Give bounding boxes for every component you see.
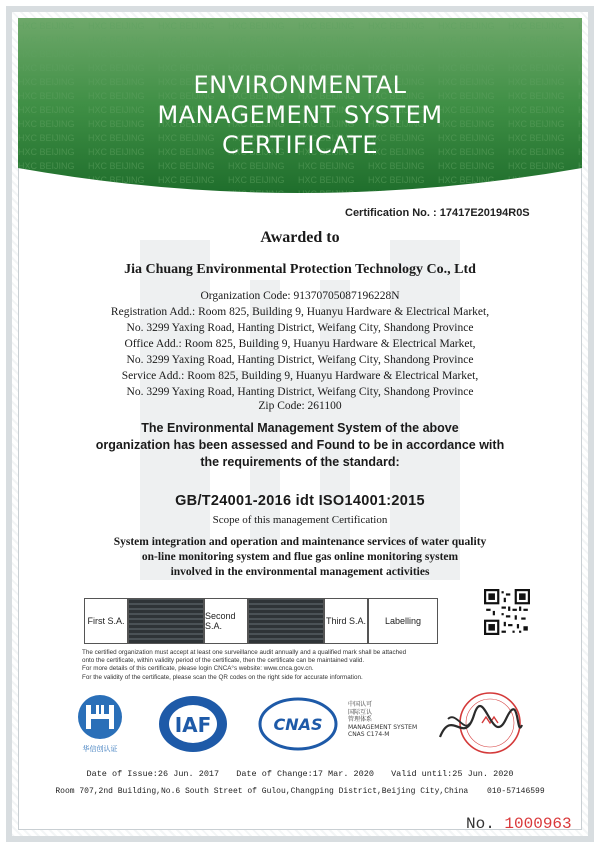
second-sa-label: Second S.A. bbox=[204, 598, 248, 644]
fine-print bbox=[82, 649, 532, 682]
date-of-change: Date of Change:17 Mar. 2020 bbox=[236, 769, 374, 779]
issuer-address-line bbox=[0, 787, 600, 796]
statement-line-2: organization has been assessed and Found to be in accordance with bbox=[95, 438, 505, 452]
cnas-text: CNAS bbox=[273, 715, 323, 734]
scope-line-2: on-line monitoring system and flue gas online monitoring system bbox=[141, 551, 459, 563]
title-line-1: ENVIRONMENTAL bbox=[193, 71, 407, 99]
scope-line-1: System integration and operation and maintenance services of water quality bbox=[113, 536, 487, 548]
certification-number-label: Certification No. : bbox=[345, 207, 437, 219]
serial-label: No. bbox=[466, 815, 495, 833]
registration-address-line-1: Registration Add.: Room 825, Building 9, Huanyu Hardware & Electrical Market, bbox=[110, 306, 490, 318]
certification-number-value: 17417E20194R0S bbox=[439, 207, 530, 219]
serial-value: 1000963 bbox=[504, 815, 572, 833]
fine-print-line-4: For the validity of the certificate, please scan the QR codes on the right side for accurate information. bbox=[82, 673, 363, 681]
certification-number bbox=[345, 207, 530, 219]
standard-reference: GB/T24001-2016 idt ISO14001:2015 bbox=[175, 493, 425, 509]
service-address-line-2: No. 3299 Yaxing Road, Hanting District, Weifang City, Shandong Province bbox=[126, 386, 474, 398]
third-sa-label: Third S.A. bbox=[324, 598, 368, 644]
first-sa-stamp bbox=[128, 598, 204, 644]
hxc-logo-icon bbox=[72, 693, 128, 755]
cnas-line-3: 管理体系 bbox=[348, 716, 373, 723]
scope-line-3: involved in the environmental management activities bbox=[170, 566, 430, 578]
cnas-line-5: CNAS C174-M bbox=[348, 731, 390, 738]
company-name: Jia Chuang Environmental Protection Technology Co., Ltd bbox=[124, 262, 476, 277]
fine-print-line-3: For more details of this certificate, please login CNCA°s website: www.cnca.gov.cn. bbox=[82, 665, 314, 673]
service-address-line-1: Service Add.: Room 825, Building 9, Huanyu Hardware & Electrical Market, bbox=[121, 370, 479, 382]
cnas-mark-text bbox=[348, 701, 417, 739]
accreditation-logos bbox=[72, 693, 532, 755]
serial-number bbox=[466, 815, 572, 833]
title-line-2: MANAGEMENT SYSTEM bbox=[157, 101, 443, 129]
date-of-issue: Date of Issue:26 Jun. 2017 bbox=[86, 769, 220, 779]
surveillance-audit-table bbox=[84, 598, 438, 644]
date-line bbox=[0, 769, 600, 779]
iaf-text: IAF bbox=[174, 713, 212, 737]
zip-code: Zip Code: 261100 bbox=[258, 400, 342, 412]
qr-code[interactable] bbox=[484, 589, 530, 635]
scope-label: Scope of this management Certification bbox=[212, 514, 388, 526]
issuer-address: Room 707,2nd Building,No.6 South Street of Gulou,Changping District,Beijing City,China bbox=[55, 787, 469, 796]
office-address-line-1: Office Add.: Room 825, Building 9, Huanyu Hardware & Electrical Market, bbox=[124, 338, 476, 350]
fine-print-line-2: onto the certificate, within validity period of the certificate, then the certificate can be maintained valid. bbox=[82, 657, 365, 665]
second-sa-stamp bbox=[248, 598, 324, 644]
cnas-line-1: 中国认可 bbox=[348, 701, 373, 708]
title-line-3: CERTIFICATE bbox=[221, 131, 379, 159]
office-address-line-2: No. 3299 Yaxing Road, Hanting District, Weifang City, Shandong Province bbox=[126, 354, 474, 366]
first-sa-label: First S.A. bbox=[84, 598, 128, 644]
title-banner bbox=[18, 18, 582, 208]
iaf-logo-icon bbox=[158, 695, 228, 753]
statement-line-3: the requirements of the standard: bbox=[200, 455, 400, 469]
statement-line-1: The Environmental Management System of the above bbox=[141, 421, 459, 435]
cnas-line-2: 国际互认 bbox=[348, 708, 373, 716]
valid-until: Valid until:25 Jun. 2020 bbox=[391, 769, 514, 779]
registration-address-line-2: No. 3299 Yaxing Road, Hanting District, Weifang City, Shandong Province bbox=[126, 322, 474, 334]
red-seal-and-signature bbox=[434, 689, 526, 759]
issuer-phone: 010-57146599 bbox=[487, 787, 545, 796]
cnas-logo-icon bbox=[258, 697, 338, 751]
fine-print-line-1: The certified organization must accept at least one surveillance audit annually and a qualified mark shall be attached bbox=[82, 649, 407, 656]
hxc-caption: 华信创认证 bbox=[82, 745, 118, 753]
cnas-line-4: MANAGEMENT SYSTEM bbox=[348, 723, 418, 731]
organization-code: Organization Code: 91370705087196228N bbox=[200, 290, 400, 302]
labelling-label: Labelling bbox=[368, 598, 438, 644]
awarded-to-heading: Awarded to bbox=[260, 229, 340, 246]
